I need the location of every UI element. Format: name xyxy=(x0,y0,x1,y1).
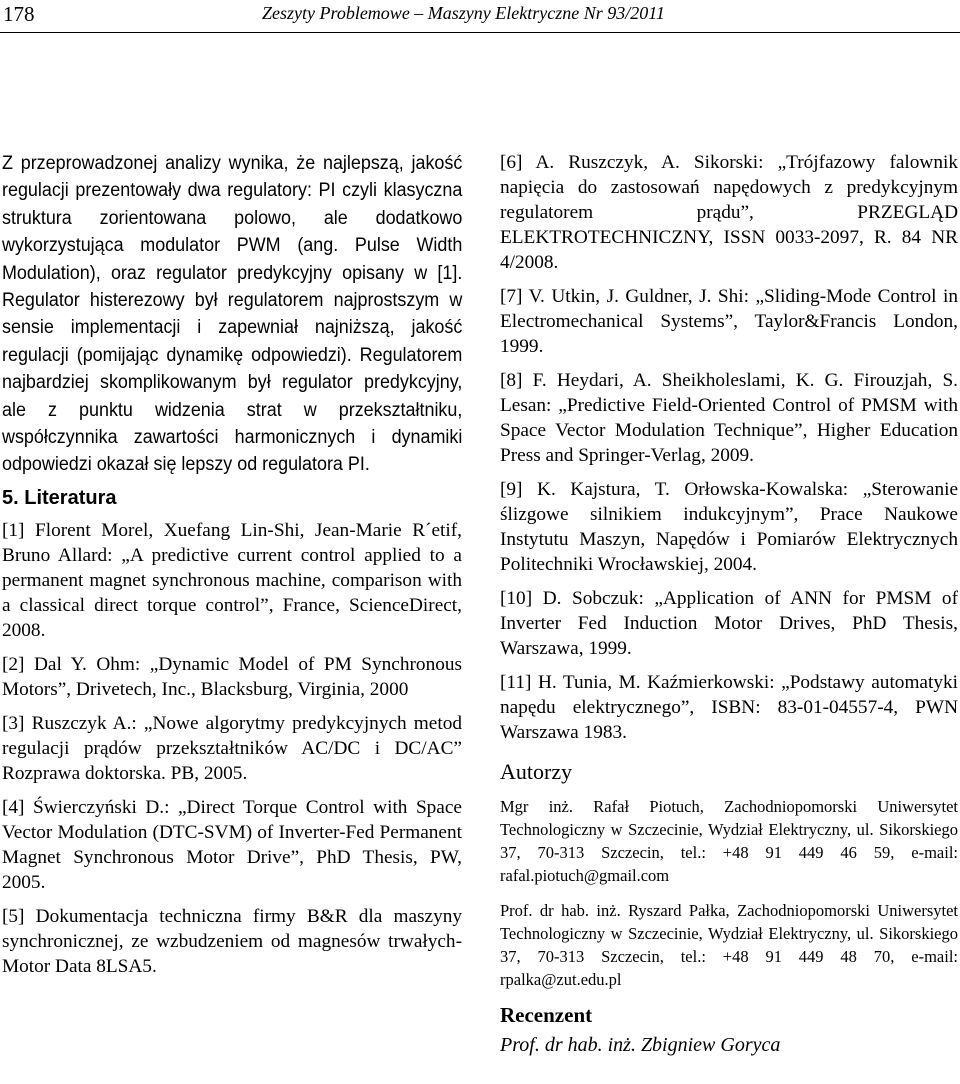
reference-item: [8] F. Heydari, A. Sheikholeslami, K. G. Firouzjah, S. Lesan: „Predictive Field-Oriented Control of PMSM with Space Vector Modulation Technique”, Higher Education Press and Springer-Verlag, 2009. xyxy=(500,370,958,466)
conclusion-paragraph: Z przeprowadzonej analizy wynika, że najlepszą, jakość regulacji prezentowały dwa regulatory: PI czyli klasyczna struktura zorientowana polowo, ale dodatkowo wykorzystująca modulator PWM (ang. Pulse Width Modulation), oraz regulator predykcyjny opisany w [1]. Regulator histerezowy był regulatorem najprostszym w sensie implementacji i zapewniał najniższą, jakość regulacji (pomijając dynamikę odpowiedzi). Regulatorem najbardziej skomplikowanym był regulator predykcyjny, ale z punktu widzenia strat w przekształtniku, współczynnika zawartości harmonicznych i dynamiki odpowiedzi okazał się lepszy od regulatora PI. xyxy=(2,153,463,476)
reviewer-name: Prof. dr hab. inż. Zbigniew Goryca xyxy=(500,1034,781,1056)
page-header xyxy=(0,0,960,40)
reference-item: [6] A. Ruszczyk, A. Sikorski: „Trójfazowy falownik napięcia do zastosowań napędowych z predykcyjnym regulatorem prądu”, PRZEGLĄD ELEKTROTECHNICZNY, ISSN 0033-2097, R. 84 NR 4/2008. xyxy=(500,152,958,273)
reviewer-heading: Recenzent xyxy=(500,1003,593,1027)
right-column xyxy=(500,150,958,1057)
reference-item: [10] D. Sobczuk: „Application of ANN for PMSM of Inverter Fed Induction Motor Drives, PhD Thesis, Warszawa, 1999. xyxy=(500,588,958,659)
reference-item: [4] Świerczyński D.: „Direct Torque Control with Space Vector Modulation (DTC-SVM) of Inverter-Fed Permanent Magnet Synchronous Motor Drive”, PhD Thesis, PW, 2005. xyxy=(2,796,462,893)
reference-item: [1] Florent Morel, Xuefang Lin-Shi, Jean-Marie R´etif, Bruno Allard: „A predictive current control applied to a permanent magnet synchronous machine, comparison with a classical direct torque control”, France, ScienceDirect, 2008. xyxy=(2,519,462,641)
reference-item: [11] H. Tunia, M. Kaźmierkowski: „Podstawy automatyki napędu elektrycznego”, ISBN: 83-01-04557-4, PWN Warszawa 1983. xyxy=(500,672,958,743)
section-title: 5. Literatura xyxy=(2,486,117,509)
header-rule xyxy=(0,32,960,33)
journal-title: Zeszyty Problemowe – Maszyny Elektryczne Nr 93/2011 xyxy=(262,3,665,23)
reference-item: [5] Dokumentacja techniczna firmy B&R dla maszyny synchronicznej, ze wzbudzeniem od magnesów trwałych- Motor Data 8LSA5. xyxy=(2,905,462,977)
reference-item: [3] Ruszczyk A.: „Nowe algorytmy predykcyjnych metod regulacji prądów przekształtników AC/DC i DC/AC” Rozprawa doktorska. PB, 2005. xyxy=(2,712,462,784)
reference-item: [2] Dal Y. Ohm: „Dynamic Model of PM Synchronous Motors”, Drivetech, Inc., Blacksburg, Virginia, 2000 xyxy=(2,653,462,700)
left-column xyxy=(2,150,462,988)
reference-item: [7] V. Utkin, J. Guldner, J. Shi: „Sliding-Mode Control in Electromechanical Systems”, Taylor&Francis London, 1999. xyxy=(500,286,958,357)
page-number: 178 xyxy=(3,2,35,26)
author-info: Prof. dr hab. inż. Ryszard Pałka, Zachodniopomorski Uniwersytet Technologiczny w Szczecinie, Wydział Elektryczny, ul. Sikorskiego 37, 70-313 Szczecin, tel.: +48 91 449 48 70, e-mail: rpalka@zut.edu.pl xyxy=(500,901,958,989)
authors-heading: Autorzy xyxy=(500,759,573,784)
author-info: Mgr inż. Rafał Piotuch, Zachodniopomorski Uniwersytet Technologiczny w Szczecinie, Wydział Elektryczny, ul. Sikorskiego 37, 70-313 Szczecin, tel.: +48 91 449 46 59, e-mail: rafal.piotuch@gmail.com xyxy=(500,797,958,885)
reference-item: [9] K. Kajstura, T. Orłowska-Kowalska: „Sterowanie ślizgowe silnikiem indukcyjnym”, Prace Naukowe Instytutu Maszyn, Napędów i Pomiarów Elektrycznych Politechniki Wrocławskiej, 2004. xyxy=(500,479,958,575)
